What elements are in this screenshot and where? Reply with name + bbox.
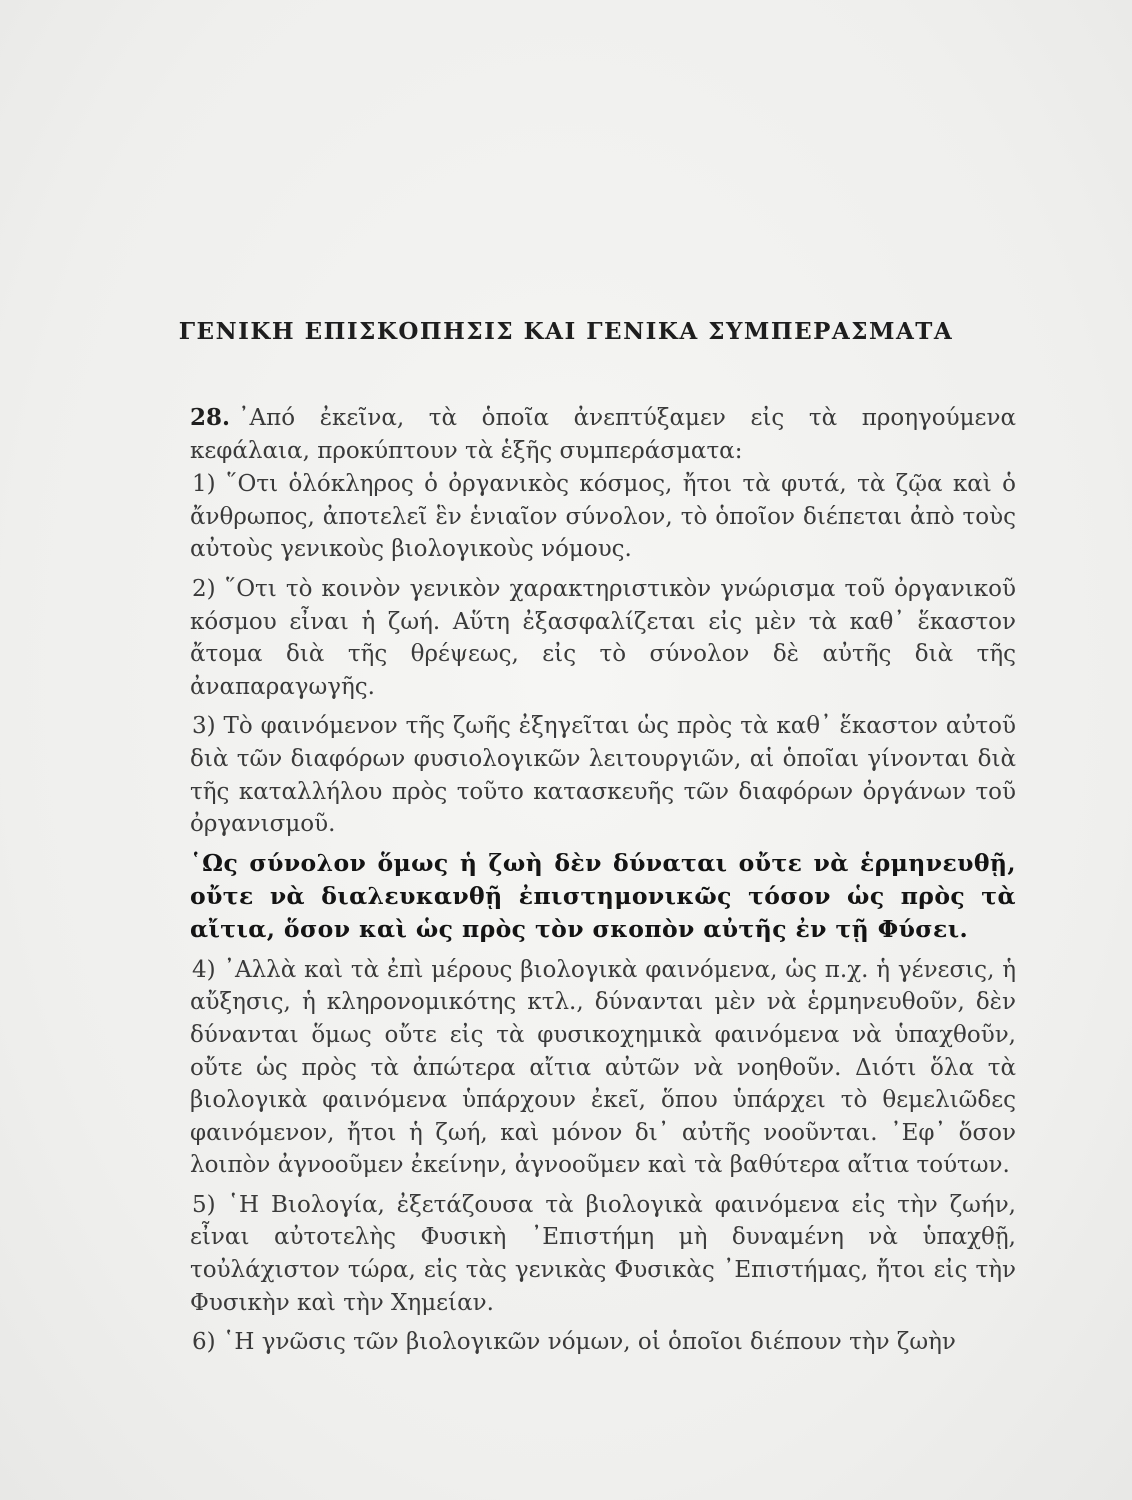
item-4-number: 4) [192,956,216,983]
item-3-text: Τὸ φαινόμενον τῆς ζωῆς ἐξηγεῖται ὡς πρὸς τὰ καθ᾿ ἕκαστον αὐτοῦ διὰ τῶν διαφόρων φυσιολογικῶν λειτουργιῶν, αἱ ὁποῖαι γίνονται διὰ τῆς καταλλήλου πρὸς τοῦτο κατασκευῆς τῶν διαφόρων ὀργάνων τοῦ ὀργανισμοῦ. [190,713,1016,838]
item-5-number: 5) [192,1191,216,1218]
paragraph-item-4 [190,954,1016,1182]
paragraph-item-5 [190,1189,1016,1319]
item-1-number: 1) [192,471,216,498]
section-number: 28. [190,404,231,431]
paragraph-emphasis: ῾Ως σύνολον ὅμως ἡ ζωὴ δὲν δύναται οὔτε νὰ ἑρμηνευθῇ, οὔτε νὰ διαλευκανθῇ ἐπιστημονικῶς τόσον ὡς πρὸς τὰ αἴτια, ὅσον καὶ ὡς πρὸς τὸν σκοπὸν αὐτῆς ἐν τῇ Φύσει. [190,848,1016,943]
paragraph-item-1 [190,468,1016,566]
paragraph-intro [190,402,1016,467]
item-2-text: ῞Οτι τὸ κοινὸν γενικὸν χαρακτηριστικὸν γνώρισμα τοῦ ὀργανικοῦ κόσμου εἶναι ἡ ζωή. Αὕτη ἐξασφαλίζεται εἰς μὲν τὰ καθ᾿ ἕκαστον ἄτομα διὰ τῆς θρέψεως, εἰς τὸ σύνολον δὲ αὐτῆς διὰ τῆς ἀναπαραγωγῆς. [190,575,1016,700]
paragraph-item-6 [190,1326,1016,1359]
item-6-text: ῾Η γνῶσις τῶν βιολογικῶν νόμων, οἱ ὁποῖοι διέπουν τὴν ζωὴν [222,1329,956,1356]
item-1-text: ῞Οτι ὁλόκληρος ὁ ὀργανικὸς κόσμος, ἤτοι τὰ φυτά, τὰ ζῷα καὶ ὁ ἄνθρωπος, ἀποτελεῖ ἓν ἑνιαῖον σύνολον, τὸ ὁποῖον διέπεται ἀπὸ τοὺς αὐτοὺς γενικοὺς βιολογικοὺς νόμους. [190,471,1016,563]
paragraph-item-3 [190,710,1016,840]
item-6-number: 6) [192,1329,216,1356]
intro-text: ᾿Από ἐκεῖνα, τὰ ὁποῖα ἀνεπτύξαμεν εἰς τὰ προηγούμενα κεφάλαια, προκύπτουν τὰ ἑξῆς συμπεράσματα: [190,405,1016,464]
item-5-text: ῾Η Βιολογία, ἐξετάζουσα τὰ βιολογικὰ φαινόμενα εἰς τὴν ζωήν, εἶναι αὐτοτελὴς Φυσικὴ ᾿Επιστήμη μὴ δυναμένη νὰ ὑπαχθῇ, τοὐλάχιστον τώρα, εἰς τὰς γενικὰς Φυσικὰς ᾿Επιστήμας, ἤτοι εἰς τὴν Φυσικὴν καὶ τὴν Χημείαν. [190,1191,1016,1316]
item-3-number: 3) [192,713,216,740]
page-heading: ΓΕΝΙΚΗ ΕΠΙΣΚΟΠΗΣΙΣ ΚΑΙ ΓΕΝΙΚΑ ΣΥΜΠΕΡΑΣΜΑΤΑ [178,318,954,345]
body-text [190,402,1016,1359]
paragraph-item-2 [190,573,1016,703]
item-2-number: 2) [192,575,216,602]
item-4-text: ᾿Αλλὰ καὶ τὰ ἐπὶ μέρους βιολογικὰ φαινόμενα, ὡς π.χ. ἡ γένεσις, ἡ αὔξησις, ἡ κληρονομικότης κτλ., δύνανται μὲν νὰ ἑρμηνευθοῦν, δὲν δύνανται ὅμως οὔτε εἰς τὰ φυσικοχημικὰ φαινόμενα νὰ ὑπαχθοῦν, οὔτε ὡς πρὸς τὰ ἀπώτερα αἴτια αὐτῶν νὰ νοηθοῦν. Διότι ὅλα τὰ βιολογικὰ φαινόμενα ὑπάρχουν ἐκεῖ, ὅπου ὑπάρχει τὸ θεμελιῶδες φαινόμενον, ἤτοι ἡ ζωή, καὶ μόνον δι᾿ αὐτῆς νοοῦνται. ᾿Εφ᾿ ὅσον λοιπὸν ἀγνοοῦμεν ἐκείνην, ἀγνοοῦμεν καὶ τὰ βαθύτερα αἴτια τούτων. [190,956,1016,1179]
